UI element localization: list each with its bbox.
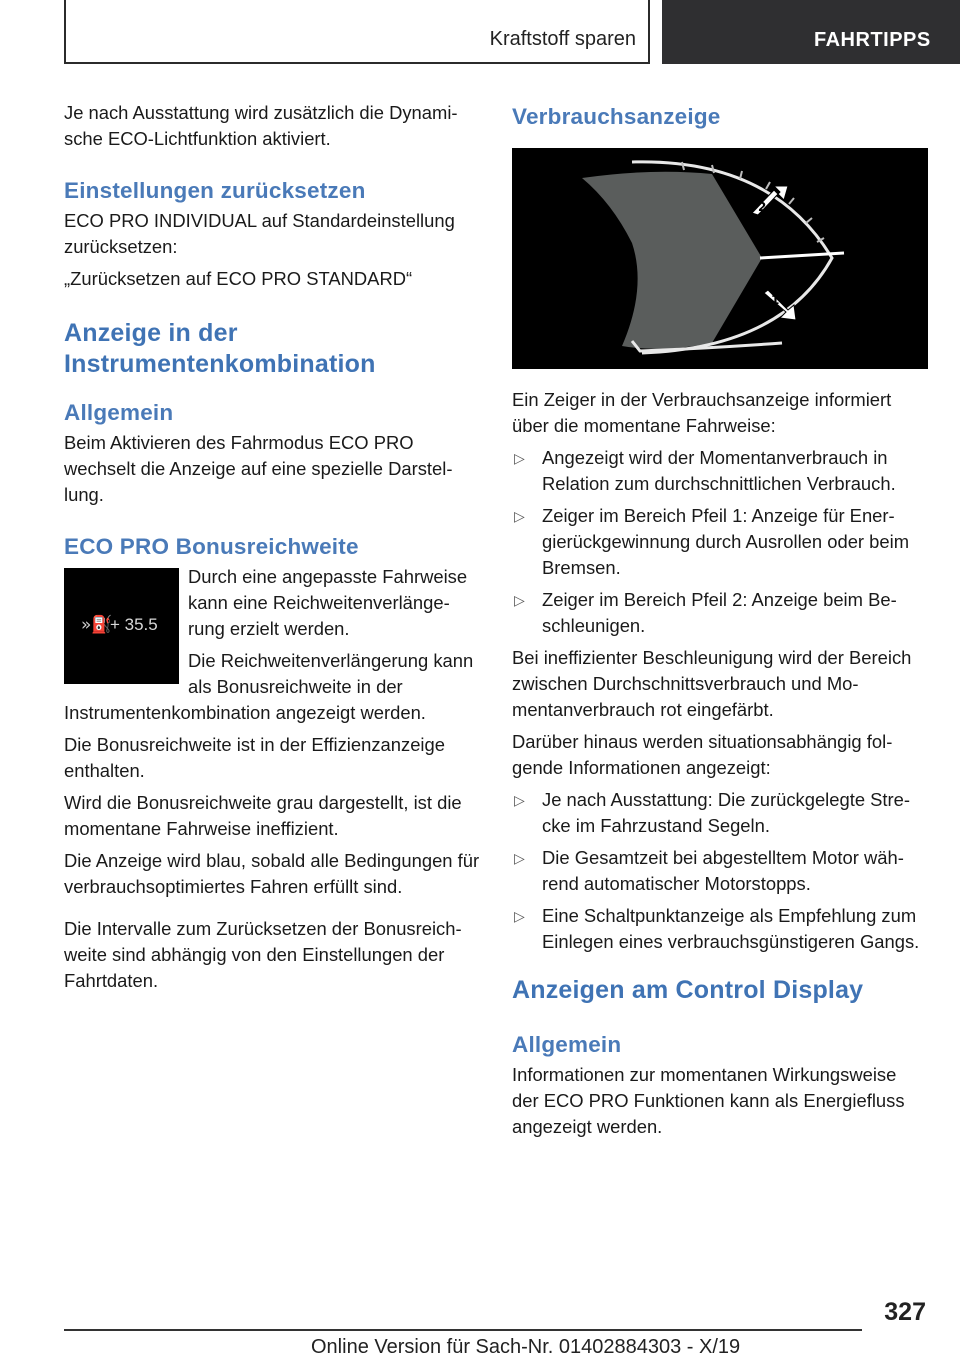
bullet-triangle-icon: ▷ [514,592,525,608]
control-general-heading: Allgemein [512,1032,622,1057]
page-header [64,0,960,64]
list-item [512,587,928,639]
bonus-paragraph-1: Durch eine angepasste Fahrweise kann eine Reichweitenverlängerung erzielt werden. [188,566,468,639]
general-heading: Allgemein [64,400,174,425]
page-number: 327 [884,1298,926,1326]
list-item-text: Eine Schaltpunktanzeige als Empfehlung zum Einlegen eines verbrauchsgünstigeren Gangs. [542,905,920,952]
consumption-heading: Verbrauchsanzeige [512,104,721,129]
consumption-paragraph-3: Darüber hinaus werden situationsabhängig folgende Informationen angezeigt: [512,731,893,778]
list-item-text: Je nach Ausstattung: Die zurückgelegte Strecke im Fahrzustand Segeln. [542,789,911,836]
list-item-text: Zeiger im Bereich Pfeil 2: Anzeige beim Beschleunigen. [542,589,897,636]
bonus-heading: ECO PRO Bonusreichweite [64,534,359,559]
reset-paragraph: ECO PRO INDIVIDUAL auf Standardeinstellung zurücksetzen: [64,210,455,257]
list-item [512,845,928,897]
info-bullet-list [512,787,928,955]
general-paragraph: Beim Aktivieren des Fahrmodus ECO PRO wechselt die Anzeige auf eine spezielle Darstellung. [64,432,453,505]
list-item-text: Angezeigt wird der Momentanverbrauch in Relation zum durchschnittlichen Verbrauch. [542,447,896,494]
list-item [512,787,928,839]
bonus-range-display-image [64,568,179,684]
bonus-paragraph-6: Die Intervalle zum Zurücksetzen der Bonusreichweite sind abhängig von den Einstellungen der Fahrtdaten. [64,918,462,991]
list-item [512,903,928,955]
consumption-gauge-image [512,148,928,369]
bullet-triangle-icon: ▷ [514,792,525,808]
bullet-triangle-icon: ▷ [514,508,525,524]
fuel-pump-icon: »⛽ [81,615,113,635]
bonus-paragraph-4: Wird die Bonusreichweite grau dargestellt, ist die momentane Fahrweise ineffizient. [64,792,462,839]
footer-text: Online Version für Sach-Nr. 01402884303 - X/19 [311,1336,741,1358]
header-chapter-tab: FAHRTIPPS [662,0,960,64]
consumption-bullet-list [512,445,928,639]
list-item-text: Die Gesamtzeit bei abgestelltem Motor während automatischer Motorstopps. [542,847,904,894]
header-section-title: Kraftstoff sparen [489,28,636,50]
right-column [512,100,928,1146]
display-heading: Anzeige in der Instrumentenkombination [64,319,376,378]
bonus-paragraph-3: Die Bonusreichweite ist in der Effizienzanzeige enthalten. [64,734,445,781]
footer-divider [64,1329,862,1331]
consumption-paragraph-2: Bei ineffizienter Beschleunigung wird der Bereich zwischen Durchschnittsverbrauch und Momentanverbrauch rot eingefärbt. [512,647,912,720]
control-paragraph: Informationen zur momentanen Wirkungsweise der ECO PRO Funktionen kann als Energiefluss angezeigt werden. [512,1064,905,1137]
consumption-paragraph-1: Ein Zeiger in der Verbrauchsanzeige informiert über die momentane Fahrweise: [512,389,892,436]
list-item-text: Zeiger im Bereich Pfeil 1: Anzeige für Energierückgewinnung durch Ausrollen oder beim Bremsen. [542,505,910,578]
svg-text:2: 2 [758,200,767,214]
intro-paragraph: Je nach Ausstattung wird zusätzlich die Dynamische ECO-Lichtfunktion aktiviert. [64,102,458,149]
bullet-triangle-icon: ▷ [514,908,525,924]
bonus-paragraph-5: Die Anzeige wird blau, sobald alle Bedingungen für verbrauchsoptimiertes Fahren erfüllt sind. [64,850,480,897]
svg-text:1: 1 [771,293,780,307]
bonus-range-value: + 35.5 [110,615,158,634]
left-column [64,100,480,1000]
reset-heading: Einstellungen zurücksetzen [64,178,366,203]
control-display-heading: Anzeigen am Control Display [512,976,864,1004]
bullet-triangle-icon: ▷ [514,850,525,866]
reset-command: „Zurücksetzen auf ECO PRO STANDARD“ [64,268,413,289]
bonus-block [64,564,480,732]
list-item [512,503,928,581]
list-item [512,445,928,497]
bonus-paragraph-2: Die Reichweitenverlängerung kann als Bonusreichweite in der Instrumentenkombination angezeigt werden. [64,650,474,723]
bullet-triangle-icon: ▷ [514,450,525,466]
